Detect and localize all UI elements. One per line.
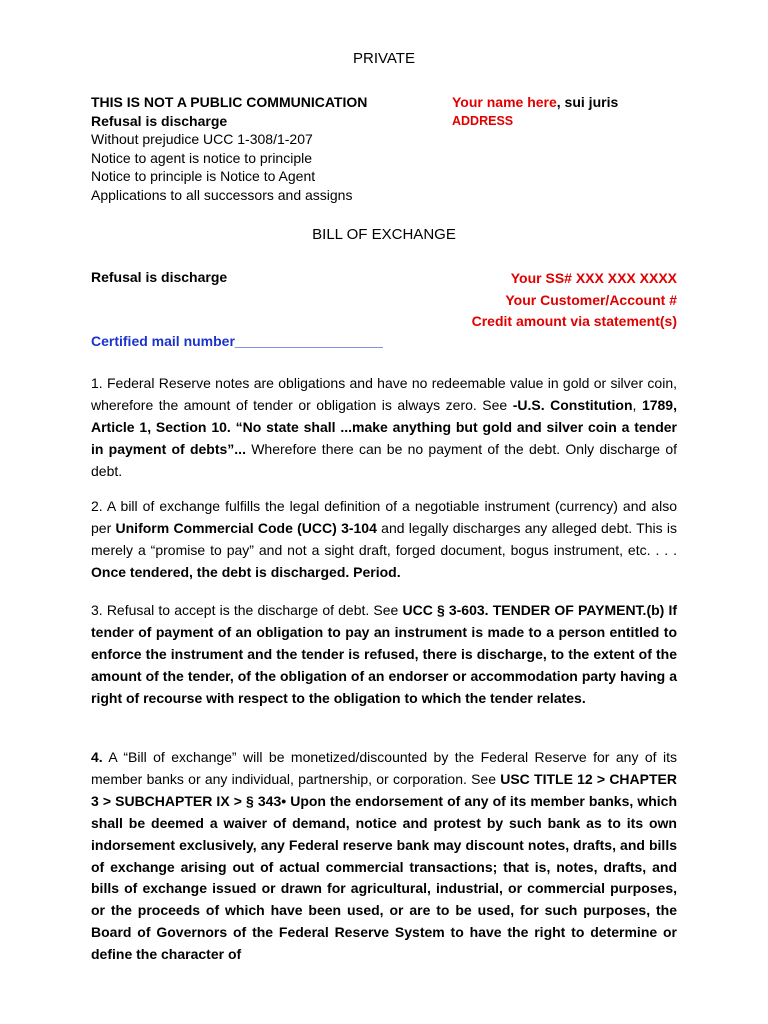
notice-line-4: Notice to agent is notice to principle: [91, 149, 313, 166]
sender-name-suffix: , sui juris: [556, 94, 619, 110]
account-block: [472, 268, 677, 333]
paragraph-3: [91, 600, 677, 710]
p4-text-1: A “Bill of exchange” will be monetized/discounted by the Federal Reserve for any of its member banks or any individual, partnership, or corporation. See: [91, 749, 677, 787]
notice-line-1: THIS IS NOT A PUBLIC COMMUNICATION: [91, 94, 368, 110]
p2-bold-1: Uniform Commercial Code (UCC) 3-104: [115, 519, 377, 536]
ssn-line: Your SS# XXX XXX XXXX: [510, 270, 677, 286]
p2-text-2: and legally discharges any alleged debt. This is merely a “promise to pay” and not a sight draft, forged document, bogus instrument, etc. . . .: [91, 519, 678, 558]
paragraph-4: [91, 747, 677, 966]
notice-line-3: Without prejudice UCC 1-308/1-207: [91, 131, 313, 147]
credit-line: Credit amount via statement(s): [471, 313, 677, 329]
certified-mail-field: Certified mail number___________________: [91, 333, 383, 349]
bill-refusal-label: Refusal is discharge: [91, 269, 228, 285]
account-line: Your Customer/Account #: [505, 291, 677, 308]
sender-block: [452, 93, 618, 130]
notice-block: [91, 93, 431, 204]
paragraph-2: [91, 496, 677, 584]
notice-line-5: Notice to principle is Notice to Agent: [91, 168, 316, 184]
p2-text-1: 2. A bill of exchange fulfills the legal definition of a negotiable instrument (currency) and also per: [91, 498, 677, 536]
p2-bold-2: Once tendered, the debt is discharged. Period.: [91, 563, 401, 580]
p3-bold-1: UCC § 3-603. TENDER OF PAYMENT.(b) If tender of payment of an obligation to pay an instrument is made to a person entitled to enforce the instrument and the tender is refused, there is discharge, to the extent of the amount of the tender, of the obligation of an endorser or accommodation party having a right of recourse with respect to the obligation to which the tender relates.: [91, 602, 678, 706]
p1-bold-2: 1789, Article 1, Section 10. “No state shall ...make anything but gold and silver coin a tender in payment of debts”...: [91, 396, 677, 457]
p1-bold-1: -U.S. Constitution: [512, 396, 633, 413]
sender-address: ADDRESS: [452, 113, 514, 128]
bill-title: BILL OF EXCHANGE: [312, 226, 456, 243]
p1-text-3: Wherefore there can be no payment of the debt. Only discharge of debt.: [91, 440, 677, 479]
sender-name-line: [452, 93, 618, 112]
p1-text-2: ,: [632, 396, 642, 413]
sender-name-placeholder: Your name here: [452, 94, 557, 110]
p3-text-1: 3. Refusal to accept is the discharge of debt. See: [91, 602, 403, 618]
p4-number: 4.: [91, 749, 103, 765]
notice-line-6: Applications to all successors and assigns: [91, 186, 353, 203]
document-title: PRIVATE: [353, 50, 415, 67]
paragraph-1: [91, 373, 677, 483]
notice-line-2: Refusal is discharge: [91, 112, 228, 129]
p1-text-1: 1. Federal Reserve notes are obligations and have no redeemable value in gold or silver coin, wherefore the amount of tender or obligation is always zero. See: [91, 375, 677, 413]
p4-bold-1: USC TITLE 12 > CHAPTER 3 > SUBCHAPTER IX > § 343• Upon the endorsement of any of its member banks, which shall be deemed a waiver of demand, notice and protest by such bank as to its own indorsement exclusively, any Federal reserve bank may discount notes, drafts, and bills of exchange arising out of actual commercial transactions; that is, notes, drafts, and bills of exchange issued or drawn for agricultural, industrial, or commercial purposes, or the proceeds of which have been used, or are to be used, for such purposes, the Board of Governors of the Federal Reserve System to have the right to determine or define the character of: [91, 770, 677, 963]
